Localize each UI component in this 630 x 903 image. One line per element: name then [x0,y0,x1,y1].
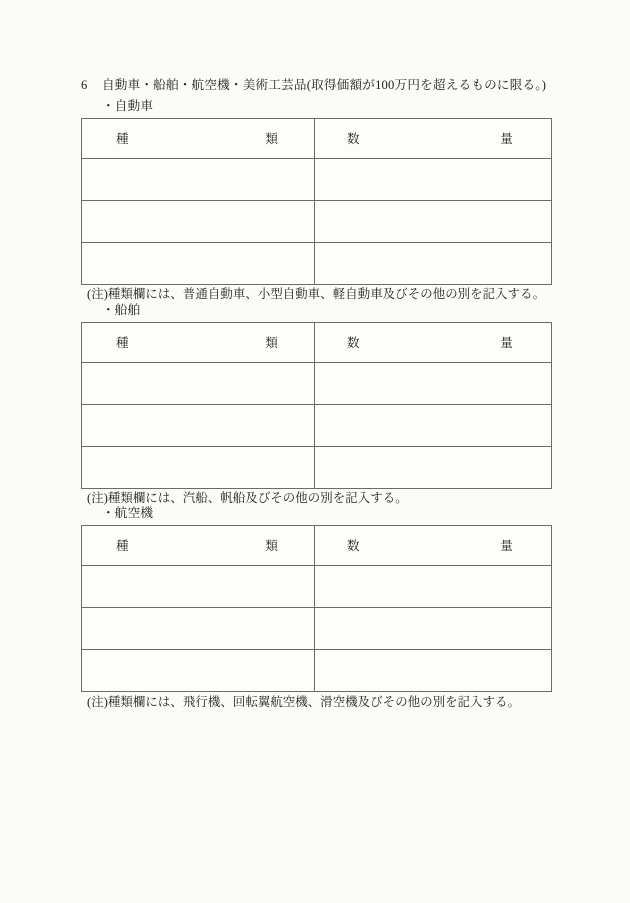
page-title [81,76,546,94]
cell-amount[interactable] [315,566,552,608]
table-row[interactable] [82,608,552,650]
cell-kind-value[interactable] [82,663,314,679]
cell-kind[interactable] [82,405,315,447]
note-automobile: (注)種類欄には、普通自動車、小型自動車、軽自動車及びその他の別を記入する。 [87,287,546,301]
header-cell-amount [315,526,552,566]
header-amount-right: 量 [500,335,513,350]
cell-kind-value[interactable] [82,172,314,188]
header-cell-amount [315,323,552,363]
cell-kind[interactable] [82,650,315,692]
cell-amount[interactable] [315,405,552,447]
table-row[interactable] [82,243,552,285]
cell-kind-value[interactable] [82,579,314,595]
cell-amount-value[interactable] [315,579,551,595]
table-automobile [81,118,552,285]
cell-amount-value[interactable] [315,418,551,434]
cell-amount[interactable] [315,243,552,285]
subsection-label-automobile: ・自動車 [102,99,154,113]
cell-kind[interactable] [82,243,315,285]
header-kind-left: 種 [116,335,129,350]
table-row[interactable] [82,159,552,201]
subsection-label-aircraft: ・航空機 [102,506,154,520]
cell-amount[interactable] [315,447,552,489]
header-kind-right: 類 [265,335,278,350]
cell-kind-value[interactable] [82,214,314,230]
table-header-row [82,119,552,159]
table-row[interactable] [82,447,552,489]
subsection-label-vessel: ・船舶 [102,303,141,317]
cell-amount-value[interactable] [315,621,551,637]
cell-kind[interactable] [82,201,315,243]
table-row[interactable] [82,363,552,405]
cell-kind[interactable] [82,608,315,650]
header-cell-kind [82,119,315,159]
table-row[interactable] [82,650,552,692]
cell-kind-value[interactable] [82,460,314,476]
cell-amount[interactable] [315,363,552,405]
header-amount-left: 数 [347,335,360,350]
table-aircraft [81,525,552,692]
cell-amount[interactable] [315,608,552,650]
cell-amount-value[interactable] [315,376,551,392]
header-kind-left: 種 [116,131,129,146]
header-amount-right: 量 [500,538,513,553]
table-vessel [81,322,552,489]
cell-kind-value[interactable] [82,418,314,434]
section-title: 自動車・船舶・航空機・美術工芸品(取得価額が100万円を超えるものに限る。) [102,78,547,92]
section-number: 6 [81,78,88,92]
cell-amount-value[interactable] [315,172,551,188]
header-cell-amount [315,119,552,159]
cell-amount[interactable] [315,650,552,692]
cell-amount-value[interactable] [315,460,551,476]
table-row[interactable] [82,201,552,243]
cell-kind[interactable] [82,447,315,489]
header-amount-left: 数 [347,131,360,146]
cell-amount-value[interactable] [315,214,551,230]
header-cell-kind [82,526,315,566]
header-kind-left: 種 [116,538,129,553]
table-row[interactable] [82,566,552,608]
cell-kind-value[interactable] [82,376,314,392]
cell-kind[interactable] [82,159,315,201]
cell-amount[interactable] [315,201,552,243]
cell-kind-value[interactable] [82,256,314,272]
note-vessel: (注)種類欄には、汽船、帆船及びその他の別を記入する。 [87,491,408,505]
header-kind-right: 類 [265,131,278,146]
cell-kind[interactable] [82,363,315,405]
cell-amount-value[interactable] [315,663,551,679]
cell-kind[interactable] [82,566,315,608]
table-row[interactable] [82,405,552,447]
cell-kind-value[interactable] [82,621,314,637]
header-kind-right: 類 [265,538,278,553]
header-cell-kind [82,323,315,363]
table-header-row [82,323,552,363]
header-amount-right: 量 [500,131,513,146]
header-amount-left: 数 [347,538,360,553]
table-header-row [82,526,552,566]
cell-amount-value[interactable] [315,256,551,272]
note-aircraft: (注)種類欄には、飛行機、回転翼航空機、滑空機及びその他の別を記入する。 [87,695,521,709]
cell-amount[interactable] [315,159,552,201]
